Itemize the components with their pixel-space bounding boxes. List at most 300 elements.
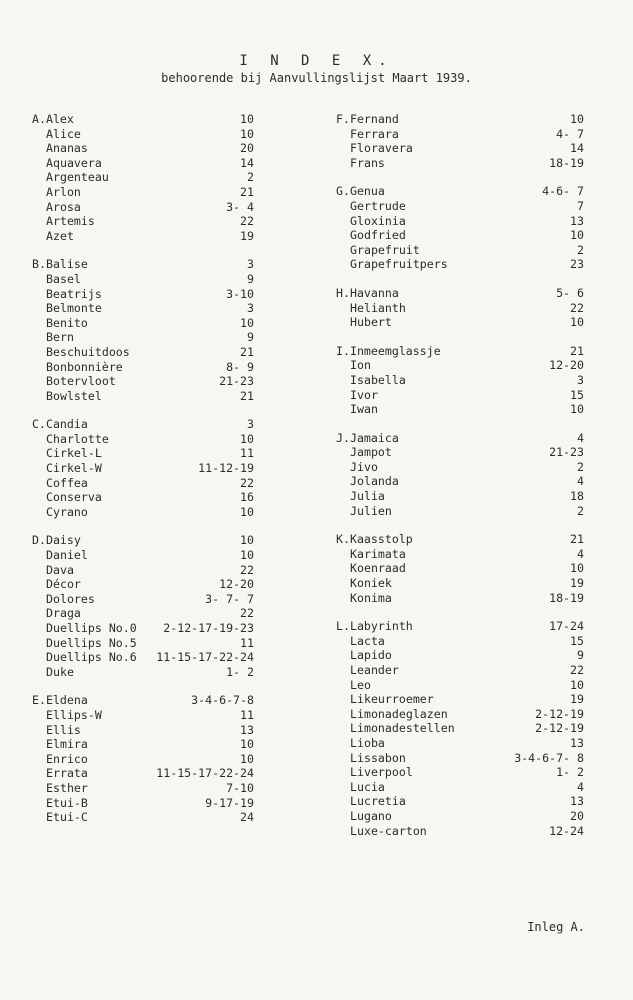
index-group-e <box>32 693 254 824</box>
entry-pages: 4-6- 7 <box>542 184 584 199</box>
index-entry <box>32 636 254 651</box>
index-entry <box>32 200 254 215</box>
entry-name-text: Aquavera <box>46 155 102 170</box>
entry-name <box>336 780 385 795</box>
index-entry <box>336 736 584 751</box>
entry-name: E.Eldena <box>32 693 88 708</box>
entry-name <box>32 185 81 200</box>
index-group-k <box>336 532 584 605</box>
entry-name-text: Cyrano <box>46 504 88 519</box>
entry-name <box>32 592 95 607</box>
index-entry <box>336 794 584 809</box>
entry-pages: 11-15-17-22-24 <box>156 766 254 781</box>
index-entry <box>32 446 254 461</box>
entry-name <box>32 156 102 171</box>
entry-pages: 14 <box>240 155 254 170</box>
entry-name <box>32 708 102 723</box>
index-entry <box>336 619 584 634</box>
index-entry <box>336 634 584 649</box>
entry-name-text: Isabella <box>350 372 406 387</box>
entry-pages: 3 <box>247 417 254 432</box>
index-entry <box>32 272 254 287</box>
index-entry <box>32 563 254 578</box>
index-group-c <box>32 417 254 519</box>
entry-name-text: Fernand <box>349 112 399 126</box>
entry-name <box>336 127 399 142</box>
entry-pages: 22 <box>570 663 584 677</box>
index-entry <box>336 243 584 258</box>
entry-name <box>336 474 399 489</box>
entry-name <box>336 199 406 214</box>
entry-pages: 12-24 <box>549 823 584 838</box>
entry-name <box>32 563 74 578</box>
entry-pages: 10 <box>240 315 254 330</box>
entry-pages: 4 <box>577 546 584 561</box>
entry-name <box>336 663 399 678</box>
entry-name <box>32 229 74 244</box>
entry-name <box>32 606 81 621</box>
index-entry <box>32 432 254 447</box>
group-letter: D <box>32 533 39 548</box>
entry-pages: 20 <box>240 141 254 156</box>
entry-name-text: Cirkel-W <box>46 461 102 476</box>
index-entry <box>336 547 584 562</box>
entry-name <box>336 765 413 780</box>
entry-name-text: Enrico <box>46 751 88 766</box>
entry-pages: 3-4-6-7-8 <box>191 693 254 708</box>
entry-name <box>32 301 102 316</box>
entry-pages: 22 <box>240 214 254 229</box>
entry-pages: 7-10 <box>226 780 254 795</box>
entry-name-text: Ivor <box>350 387 378 402</box>
index-entry <box>32 606 254 621</box>
index-entry <box>32 374 254 389</box>
entry-name-text: Arosa <box>46 199 81 214</box>
entry-pages: 2 <box>247 170 254 185</box>
entry-name: B.Balise <box>32 257 88 272</box>
index-column-right <box>336 112 584 852</box>
entry-name-text: Duellips No.0 <box>46 621 137 635</box>
entry-name <box>32 461 102 476</box>
entry-pages: 20 <box>570 808 584 823</box>
entry-pages: 2 <box>577 242 584 257</box>
index-entry <box>32 461 254 476</box>
entry-name-text: Karimata <box>350 546 406 561</box>
entry-pages: 7 <box>577 198 584 213</box>
entry-name-text: Lucretia <box>350 794 406 809</box>
entry-name: H.Havanna <box>336 285 399 300</box>
entry-name <box>32 272 81 287</box>
entry-pages: 18-19 <box>549 590 584 605</box>
index-entry <box>336 199 584 214</box>
entry-name-text: Coffea <box>46 475 88 490</box>
entry-name-text: Limonadeglazen <box>350 706 448 721</box>
entry-pages: 10 <box>570 228 584 243</box>
index-entry <box>32 766 254 781</box>
index-entry <box>32 621 254 636</box>
index-entry <box>32 723 254 738</box>
entry-name-text: Cirkel-L <box>46 446 102 461</box>
entry-name-text: Bern <box>46 330 74 345</box>
index-entry <box>32 577 254 592</box>
entry-name-text: Koenraad <box>350 561 406 576</box>
entry-name <box>32 781 88 796</box>
group-letter: H <box>336 285 343 300</box>
index-entry <box>336 344 584 359</box>
index-entry <box>336 184 584 199</box>
entry-pages: 10 <box>240 751 254 766</box>
index-group-l <box>336 619 584 838</box>
entry-pages: 22 <box>570 300 584 315</box>
entry-pages: 9 <box>247 330 254 345</box>
entry-name: C.Candia <box>32 417 88 432</box>
entry-pages: 21 <box>240 184 254 199</box>
group-letter: I <box>336 343 343 358</box>
entry-pages: 21-23 <box>219 374 254 389</box>
entry-pages: 22 <box>240 562 254 577</box>
entry-name-text: Belmonte <box>46 301 102 316</box>
entry-pages: 21 <box>570 532 584 547</box>
index-entry <box>336 692 584 707</box>
entry-name-text: Botervloot <box>46 374 116 389</box>
index-entry <box>32 345 254 360</box>
entry-name <box>32 446 102 461</box>
entry-pages: 10 <box>570 402 584 417</box>
entry-pages: 3-4-6-7- 8 <box>514 750 584 765</box>
entry-name-text: Candia <box>45 417 88 432</box>
entry-name <box>32 796 88 811</box>
entry-name <box>336 373 406 388</box>
entry-pages: 4 <box>577 430 584 445</box>
entry-name <box>32 723 81 738</box>
entry-name <box>32 737 88 752</box>
index-entry <box>336 489 584 504</box>
entry-pages: 3-10 <box>226 286 254 301</box>
entry-name <box>32 665 74 680</box>
entry-name-text: Draga <box>46 606 81 621</box>
index-entry <box>32 796 254 811</box>
entry-name-text: Ananas <box>46 141 88 156</box>
index-entry <box>32 737 254 752</box>
page-header <box>0 52 633 86</box>
entry-name <box>32 287 102 302</box>
entry-name-text: Inmeemglassje <box>349 343 441 358</box>
entry-pages: 3- 4 <box>226 199 254 214</box>
entry-name-text: Duellips No.5 <box>46 635 137 650</box>
entry-pages: 3 <box>577 372 584 387</box>
index-entry <box>336 388 584 403</box>
entry-pages: 10 <box>240 126 254 141</box>
index-entry <box>32 490 254 505</box>
entry-name-text: Elmira <box>46 737 88 752</box>
entry-name-text: Bonbonnière <box>46 359 123 374</box>
entry-pages: 22 <box>240 606 254 621</box>
entry-name-text: Esther <box>46 780 88 795</box>
entry-pages: 10 <box>570 112 584 126</box>
entry-name-text: Julien <box>350 503 392 518</box>
entry-name-text: Frans <box>350 155 385 170</box>
entry-pages: 23 <box>570 257 584 272</box>
entry-pages: 2 <box>577 459 584 474</box>
index-entry <box>32 693 254 708</box>
entry-name <box>336 678 371 693</box>
index-group-g <box>336 184 584 272</box>
entry-name-text: Décor <box>46 577 81 592</box>
entry-pages: 22 <box>240 475 254 490</box>
entry-name: I.Inmeemglassje <box>336 343 441 358</box>
index-entry <box>336 214 584 229</box>
entry-name <box>32 127 81 142</box>
entry-name-text: Hubert <box>350 315 392 330</box>
index-entry <box>336 474 584 489</box>
index-entry <box>32 476 254 491</box>
entry-name <box>336 561 406 576</box>
entry-pages: 2-12-17-19-23 <box>163 621 254 635</box>
entry-pages: 3 <box>247 257 254 272</box>
entry-name-text: Daisy <box>45 533 81 548</box>
entry-name-text: Etui-C <box>46 810 88 825</box>
entry-pages: 18 <box>570 489 584 504</box>
index-entry <box>336 663 584 678</box>
entry-name-text: Dava <box>46 562 74 577</box>
entry-name <box>32 389 102 404</box>
entry-pages: 15 <box>570 633 584 648</box>
entry-pages: 3- 7- 7 <box>205 591 254 606</box>
entry-name-text: Alex <box>45 112 74 126</box>
entry-name-text: Konima <box>350 590 392 605</box>
index-entry <box>336 460 584 475</box>
entry-name <box>336 824 427 839</box>
entry-name-text: Jamaica <box>349 430 399 445</box>
entry-name-text: Bowlstel <box>46 388 102 403</box>
entry-pages: 11-12-19 <box>198 461 254 476</box>
index-entry <box>32 505 254 520</box>
entry-name <box>336 402 378 417</box>
entry-name <box>32 330 74 345</box>
entry-name-text: Helianth <box>350 300 406 315</box>
entry-name-text: Lacta <box>350 633 385 648</box>
index-entry <box>336 373 584 388</box>
entry-name-text: Azet <box>46 228 74 243</box>
entry-pages: 10 <box>570 315 584 330</box>
entry-name: J.Jamaica <box>336 430 399 445</box>
entry-name <box>336 707 448 722</box>
entry-name-text: Alice <box>46 126 81 141</box>
entry-pages: 21 <box>240 388 254 403</box>
index-entry <box>336 112 584 127</box>
entry-name: L.Labyrinth <box>336 619 413 634</box>
index-column-left <box>32 112 254 839</box>
entry-name-text: Balise <box>45 257 88 272</box>
index-group-i <box>336 344 584 417</box>
group-letter: F <box>336 112 343 126</box>
entry-name <box>336 243 420 258</box>
entry-name-text: Eldena <box>45 693 88 708</box>
entry-pages: 21 <box>570 343 584 358</box>
entry-name <box>336 214 406 229</box>
entry-name-text: Gloxinia <box>350 213 406 228</box>
index-entry <box>336 286 584 301</box>
entry-name <box>32 490 102 505</box>
entry-name <box>336 504 392 519</box>
entry-pages: 8- 9 <box>226 359 254 374</box>
index-entry <box>336 315 584 330</box>
index-entry <box>32 170 254 185</box>
entry-name <box>32 345 130 360</box>
entry-name-text: Errata <box>46 766 88 781</box>
index-entry <box>32 287 254 302</box>
entry-pages: 1- 2 <box>556 765 584 780</box>
index-entry <box>336 707 584 722</box>
group-letter: A <box>32 112 39 126</box>
page-subtitle: behoorende bij Aanvullingslijst Maart 1939. <box>161 71 472 85</box>
entry-pages: 13 <box>570 794 584 809</box>
index-entry <box>32 417 254 432</box>
group-letter: E <box>32 693 39 708</box>
entry-name <box>336 388 378 403</box>
index-entry <box>336 532 584 547</box>
entry-name <box>32 360 123 375</box>
entry-pages: 21-23 <box>549 445 584 460</box>
entry-name-text: Jivo <box>350 459 378 474</box>
entry-name-text: Etui-B <box>46 795 88 810</box>
entry-name: K.Kaasstolp <box>336 532 413 547</box>
entry-pages: 2-12-19 <box>535 721 584 736</box>
index-entry <box>336 824 584 839</box>
entry-name <box>32 636 137 651</box>
index-entry <box>336 141 584 156</box>
index-entry <box>336 358 584 373</box>
index-entry <box>336 765 584 780</box>
entry-name <box>336 315 392 330</box>
entry-pages: 3 <box>247 301 254 316</box>
index-entry <box>336 156 584 171</box>
index-entry <box>32 360 254 375</box>
index-group-d <box>32 533 254 679</box>
insert-label: Inleg A. <box>527 920 585 934</box>
entry-name-text: Benito <box>46 315 88 330</box>
entry-name <box>336 489 385 504</box>
entry-name <box>336 257 448 272</box>
entry-pages: 21 <box>240 344 254 359</box>
entry-name <box>336 794 406 809</box>
entry-pages: 13 <box>570 735 584 750</box>
entry-name: D.Daisy <box>32 533 81 548</box>
entry-name-text: Artemis <box>46 214 95 229</box>
index-entry <box>32 810 254 825</box>
entry-pages: 14 <box>570 141 584 156</box>
entry-pages: 5- 6 <box>556 285 584 300</box>
entry-pages: 4 <box>577 474 584 489</box>
entry-name-text: Lugano <box>350 808 392 823</box>
entry-name-text: Iwan <box>350 402 378 417</box>
index-entry <box>32 316 254 331</box>
entry-pages: 10 <box>240 112 254 126</box>
entry-name-text: Conserva <box>46 490 102 505</box>
entry-pages: 11 <box>240 635 254 650</box>
entry-name <box>336 591 392 606</box>
entry-name-text: Floravera <box>350 141 413 156</box>
index-entry <box>336 678 584 693</box>
entry-pages: 13 <box>570 213 584 228</box>
entry-name <box>32 548 88 563</box>
index-entry <box>336 445 584 460</box>
entry-pages: 1- 2 <box>226 664 254 679</box>
index-entry <box>32 214 254 229</box>
index-entry <box>336 809 584 824</box>
entry-name-text: Lapido <box>350 648 392 663</box>
entry-name-text: Charlotte <box>46 431 109 446</box>
entry-name-text: Ellis <box>46 722 81 737</box>
entry-name-text: Liverpool <box>350 765 413 780</box>
index-entry <box>32 708 254 723</box>
entry-name-text: Basel <box>46 271 81 286</box>
entry-pages: 10 <box>570 561 584 576</box>
index-entry <box>32 257 254 272</box>
entry-pages: 10 <box>240 504 254 519</box>
entry-name <box>336 445 392 460</box>
group-letter: K <box>336 532 343 547</box>
index-entry <box>336 431 584 446</box>
entry-pages: 12-20 <box>219 577 254 592</box>
entry-name <box>336 634 385 649</box>
entry-pages: 11-15-17-22-24 <box>156 650 254 665</box>
entry-pages: 13 <box>240 722 254 737</box>
entry-name <box>336 692 434 707</box>
entry-pages: 19 <box>240 228 254 243</box>
entry-name-text: Lissabon <box>350 750 406 765</box>
index-entry <box>32 229 254 244</box>
index-entry <box>32 156 254 171</box>
index-entry <box>336 576 584 591</box>
entry-name-text: Ion <box>350 358 371 373</box>
group-letter: L <box>336 619 343 634</box>
entry-pages: 12-20 <box>549 358 584 373</box>
entry-name <box>32 214 95 229</box>
entry-pages: 19 <box>570 692 584 707</box>
entry-pages: 10 <box>240 548 254 563</box>
index-entry <box>32 533 254 548</box>
entry-name-text: Ellips-W <box>46 707 102 722</box>
entry-name-text: Duellips No.6 <box>46 650 137 665</box>
entry-name-text: Labyrinth <box>349 619 413 634</box>
entry-name <box>32 752 88 767</box>
entry-pages: 17-24 <box>549 619 584 634</box>
entry-name-text: Beatrijs <box>46 286 102 301</box>
entry-pages: 15 <box>570 387 584 402</box>
index-entry <box>336 127 584 142</box>
index-entry <box>32 141 254 156</box>
entry-name <box>336 721 455 736</box>
entry-name-text: Ferrara <box>350 126 399 141</box>
entry-name <box>336 358 371 373</box>
group-letter: J <box>336 430 343 445</box>
page-title: I N D E X. <box>239 53 394 69</box>
index-entry <box>336 751 584 766</box>
index-entry <box>32 112 254 127</box>
index-entry <box>32 330 254 345</box>
group-letter: C <box>32 417 39 432</box>
entry-name-text: Genua <box>349 184 385 199</box>
index-entry <box>336 504 584 519</box>
entry-name-text: Luxe-carton <box>350 823 427 838</box>
entry-name <box>336 141 413 156</box>
entry-name <box>32 810 88 825</box>
entry-name-text: Leo <box>350 677 371 692</box>
entry-name <box>32 170 109 185</box>
entry-name <box>336 736 385 751</box>
entry-name <box>32 316 88 331</box>
